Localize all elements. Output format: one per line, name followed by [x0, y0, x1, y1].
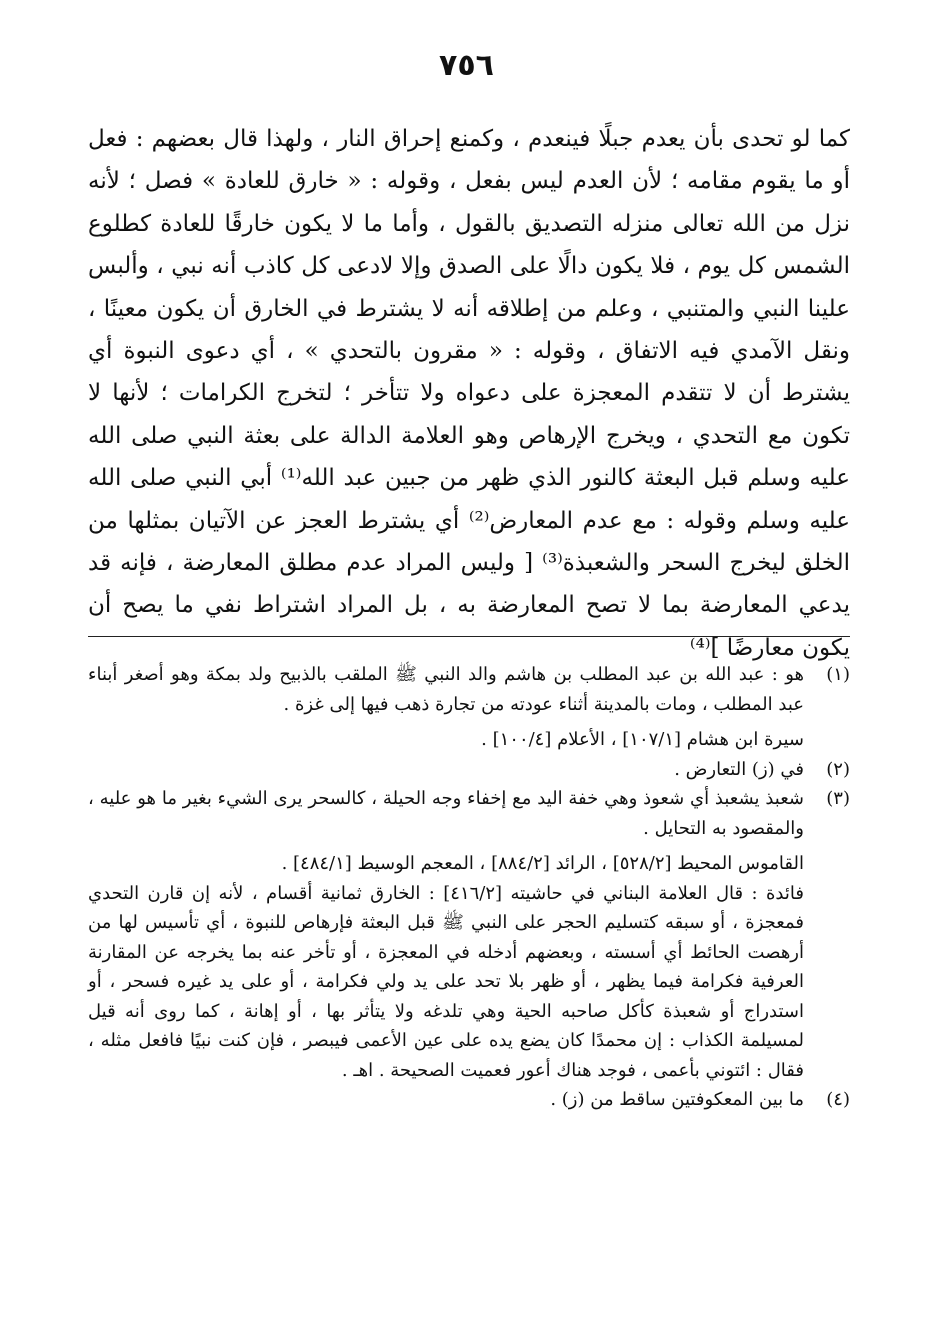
- footnote-text: في (ز) التعارض .: [674, 758, 804, 780]
- footnote-number: (٢): [826, 758, 850, 780]
- footnote-number: (٤): [826, 1089, 850, 1110]
- footnote-3: [88, 784, 850, 1085]
- page-number: ٧٥٦: [439, 48, 494, 83]
- footnote-body: [88, 755, 804, 785]
- main-paragraph: كما لو تحدى بأن يعدم جبلًا فينعدم ، وكمنع إحراق النار ، ولهذا قال بعضهم : فعل أو ما يقوم مقامه ؛ لأن العدم ليس بفعل ، وقوله : « خارق للعادة » فصل ؛ لأنه نزل من الله تعالى منزله التصديق بالقول ، وأما ما لا يكون خارقًا للعادة كطلوع الشمس كل يوم ، فلا يكون دالًا على الصدق وإلا لادعى كل كاذب أنه نبي ، وألبس علينا النبي والمتنبي ، وعلم من إطلاقه أنه لا يشترط في الخارق أن يكون معينًا ، ونقل الآمدي فيه الاتفاق ، وقوله : « مقرون بالتحدي » ، أي دعوى النبوة أي يشترط أن لا تتقدم المعجزة على دعواه ولا تتأخر ؛ لتخرج الكرامات ؛ لأنها لا تكون مع التحدي ، ويخرج الإرهاص وهو العلامة الدالة على بعثة النبي صلى الله عليه وسلم قبل البعثة كالنور الذي ظهر من جبين عبد الله⁽¹⁾ أبي النبي صلى الله عليه وسلم وقوله : مع عدم المعارض⁽²⁾ أي يشترط العجز عن الآتيان بمثلها من الخلق ليخرج السحر والشعبذة⁽³⁾ [ وليس المراد عدم مطلق المعارضة ، فإنه قد يدعي المعارضة بما لا تصح المعارضة به ، بل المراد اشتراط نفي ما يصح أن يكون معارضًا ]⁽⁴⁾: [88, 126, 851, 661]
- footnote-text: شعبذ يشعبذ أي شعوذ وهي خفة اليد مع إخفاء وجه الحيلة ، كالسحر يرى الشيء بغير ما هو عليه ، والمقصود به التحايل .: [88, 788, 804, 839]
- main-text: [88, 118, 850, 669]
- footnote-1: [88, 660, 850, 755]
- footnote-divider: [88, 636, 850, 637]
- footnotes: [88, 660, 850, 1115]
- footnote-4: [88, 1085, 850, 1115]
- footnote-number: (٣): [826, 788, 850, 809]
- footnote-reference: القاموس المحيط [٥٢٨/٢] ، الرائد [٨٨٤/٢] ، المعجم الوسيط [٤٨٤/١] .: [281, 853, 804, 874]
- footnote-text: هو : عبد الله بن عبد المطلب بن هاشم والد النبي ﷺ الملقب بالذبيح ولد بمكة وهو أصغر أبناء عبد المطلب ، ومات بالمدينة أثناء عودته من تجارة ذهب فيها إلى غزة .: [88, 664, 804, 715]
- footnote-number: (١): [826, 664, 850, 685]
- footnote-2: [88, 755, 850, 785]
- footnote-body: [88, 784, 804, 1085]
- footnote-benefit: فائدة : قال العلامة البناني في حاشيته [٤١٦/٢] : الخارق ثمانية أقسام ، لأنه إن قارن التحدي فمعجزة ، أو سبقه كتسليم الحجر على النبي ﷺ قبل البعثة فإرهاص للنبوة ، أي تأسيس لها من أرهصت الحائط أي أسسته ، وبعضهم أدخله في المعجزة ، أو تأخر عنه بما يخرجه عن المقارنة العرفية فكرامة فيما يظهر ، أو ظهر بلا تحد على يد ولي فكرامة ، أو على يد غيره فسحر ، أو استدراج أو شعبذة كأكل صاحبه الحية وهي تلدغه ولا يتأثر بها ، أو إهانة ، كما روى أنه قيل لمسيلمة الكذاب : إن محمدًا كان يضع يده على عين الأعمى فيبصر ، فإن كنت نبيًا فافعل مثله ، فقال : ائتوني بأعمى ، فوجد هناك أعور فعميت الصحيحة . اهـ .: [88, 882, 804, 1081]
- footnote-body: [88, 660, 804, 755]
- footnote-body: [88, 1085, 804, 1115]
- footnote-text: ما بين المعكوفتين ساقط من (ز) .: [550, 1089, 804, 1110]
- footnote-reference: سيرة ابن هشام [١٠٧/١] ، الأعلام [١٠٠/٤] .: [481, 729, 804, 750]
